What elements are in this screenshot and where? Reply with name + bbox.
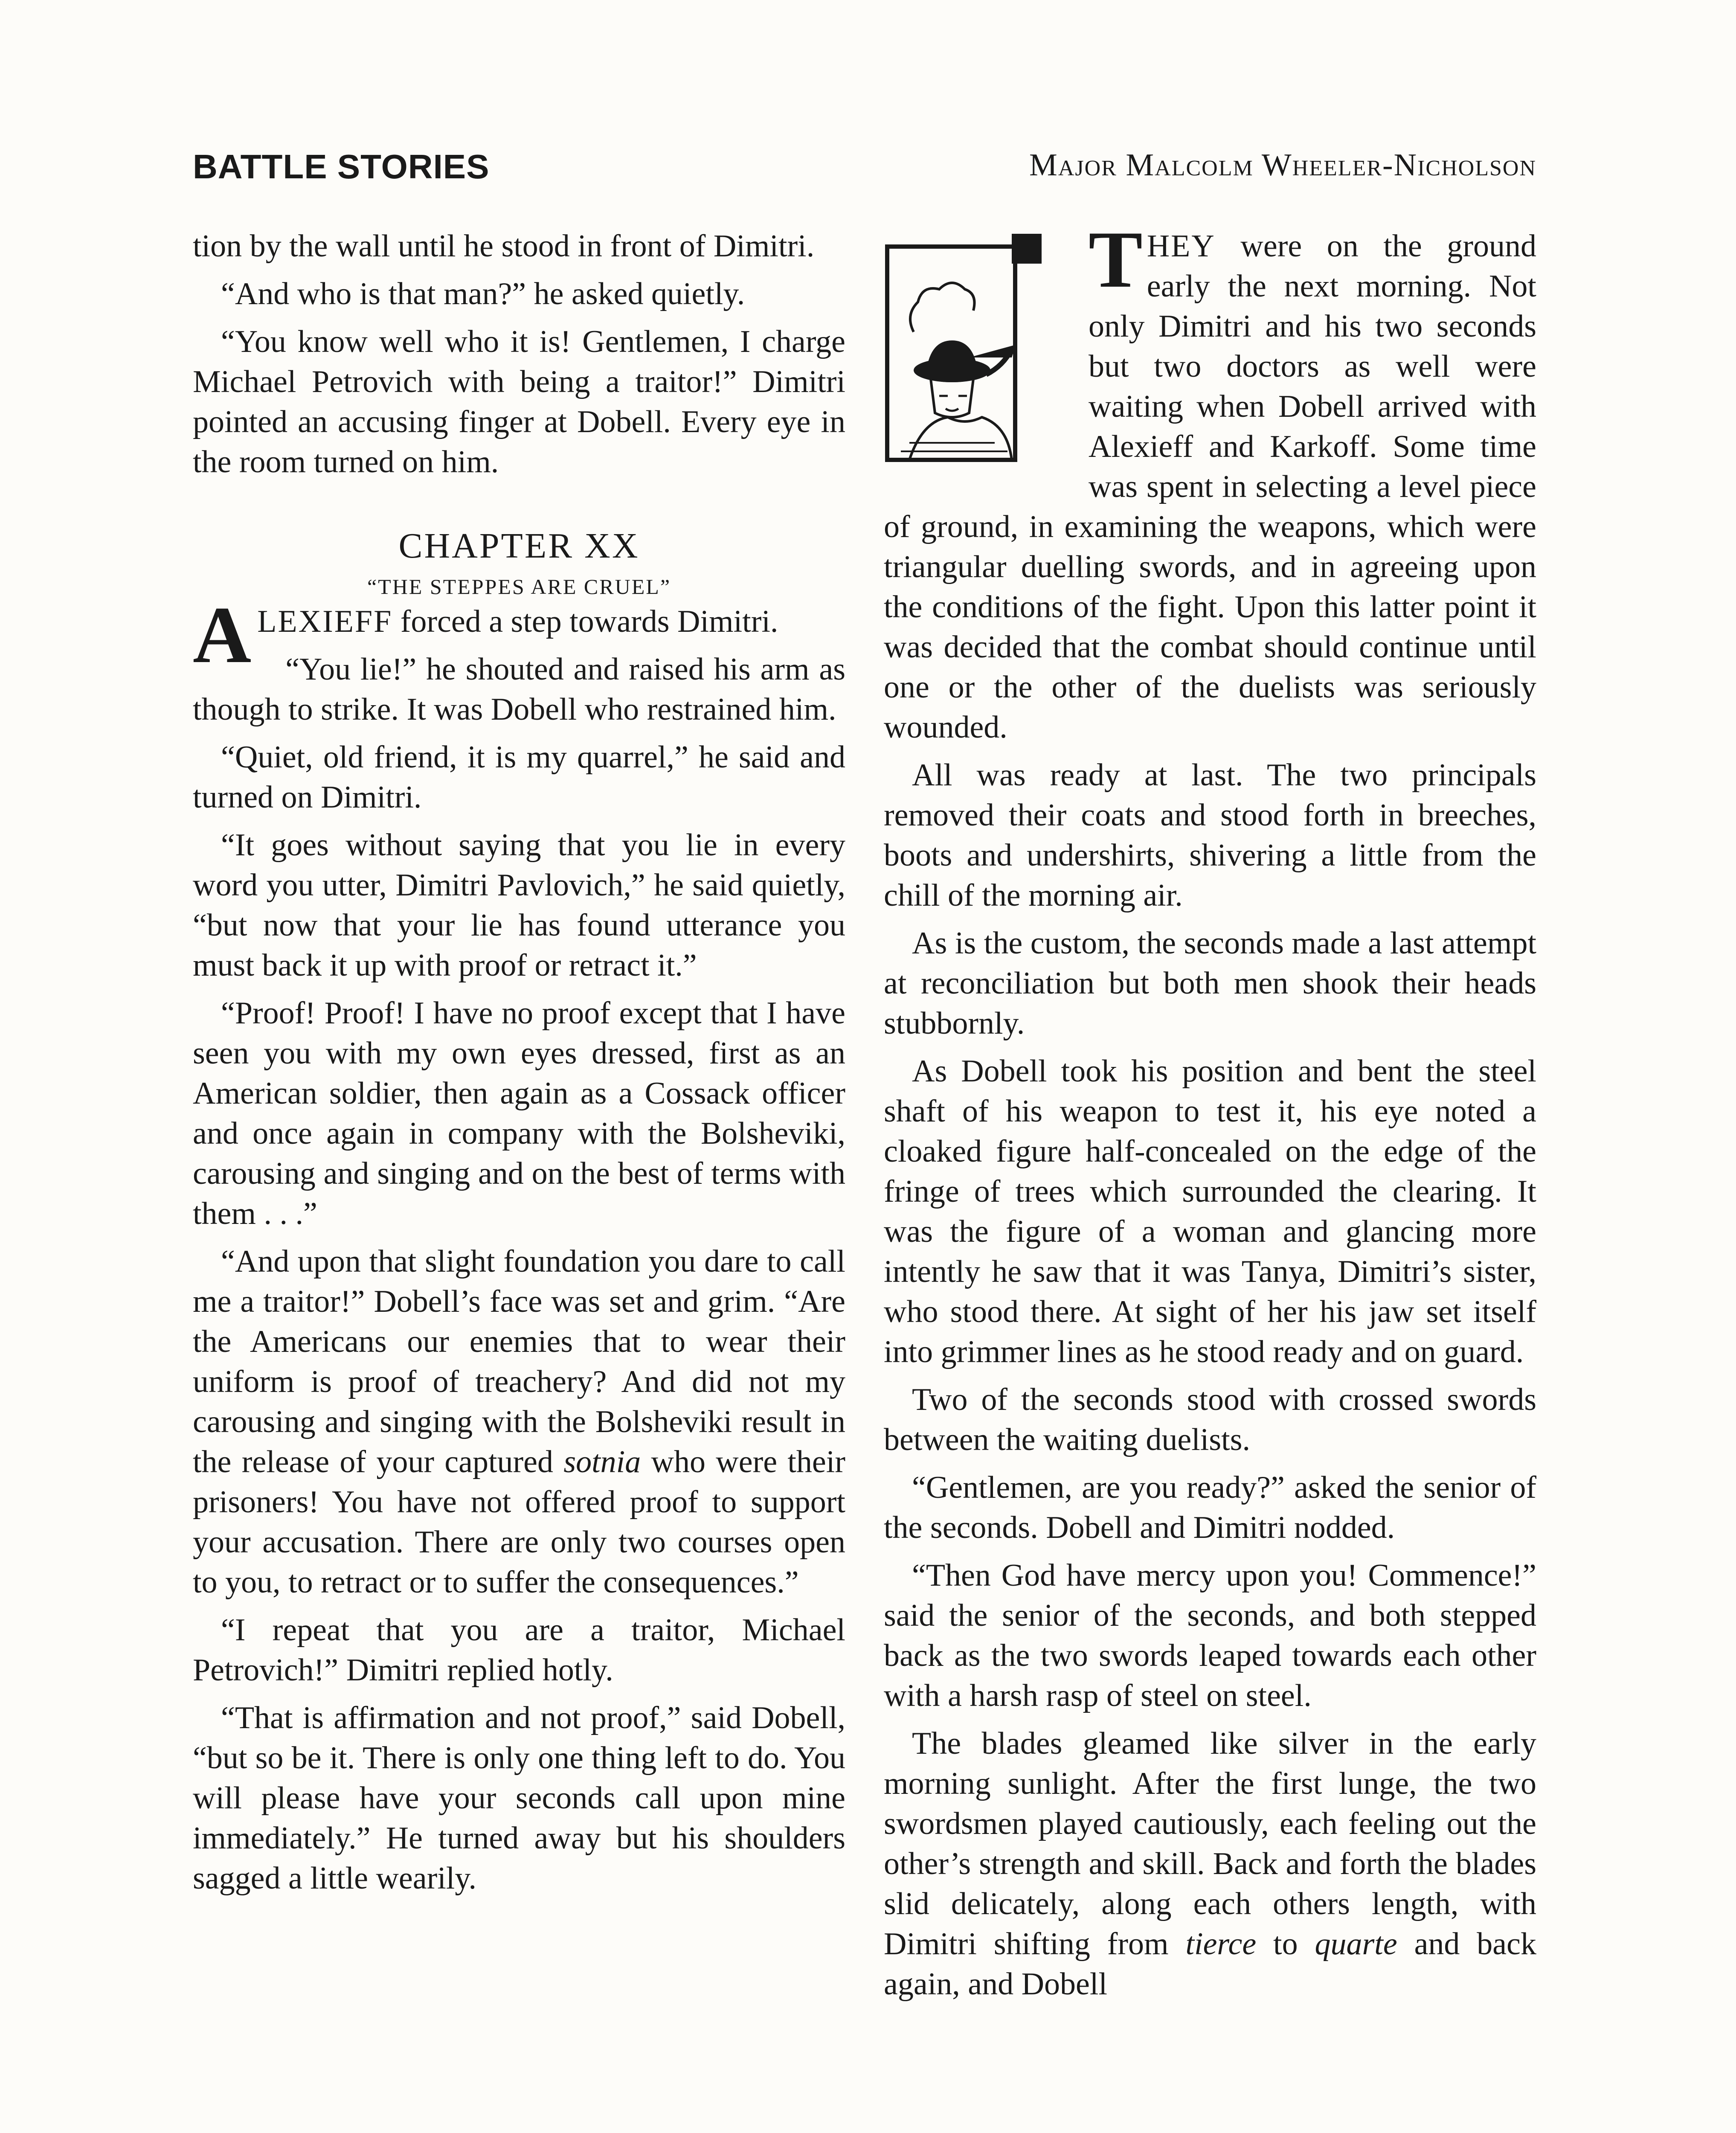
- drop-cap: A: [193, 590, 252, 680]
- magazine-title: BATTLE STORIES: [193, 148, 490, 186]
- paragraph: “Proof! Proof! I have no proof except that I have seen you with my own eyes dressed, first as an American soldier, then again as a Cossack officer and once again in company with the Bolsheviki, carousing and singing and on the best of terms with them . . .”: [193, 996, 845, 1231]
- paragraph: As is the custom, the seconds made a last attempt at reconciliation but both men shook their heads stubbornly.: [884, 926, 1536, 1041]
- paragraph: “You lie!” he shouted and raised his arm as though to strike. It was Dobell who restrained him.: [193, 652, 845, 727]
- paragraph: “Quiet, old friend, it is my quarrel,” he said and turned on Dimitri.: [193, 740, 845, 815]
- paragraph-text: “And upon that slight foundation you dare to call me a traitor!” Dobell’s face was set and grim. “Are the Americans our enemies that to wear their uniform is proof of treachery? And did not my carousing and singing with the Bolsheviki result in the release of your captured: [193, 1244, 845, 1479]
- paragraph-text: The blades gleamed like silver in the early morning sunlight. After the first lunge, the two swordsmen played cautiously, each feeling out the other’s strength and skill. Back and forth the blades slid delicately, along each others length, with Dimitri shifting from: [884, 1726, 1536, 1962]
- paragraph: [884, 1723, 1536, 2004]
- paragraph: As Dobell took his position and bent the steel shaft of his weapon to test it, his eye noted a cloaked figure half-concealed on the edge of the fringe of trees which surrounded the clearing. It was the figure of a woman and glancing more intently he saw that it was Tanya, Dimitri’s sister, who stood there. At sight of her his jaw set itself into grimmer lines as he stood ready and on guard.: [884, 1054, 1536, 1369]
- paragraph: “You know well who it is! Gentlemen, I charge Michael Petrovich with being a traitor!” Dimitri pointed an accusing finger at Dobell. Every eye in the room turned on him.: [193, 324, 845, 479]
- illustrated-drop-cap-soldier: [884, 230, 1076, 468]
- right-column: [884, 215, 1536, 2012]
- paragraph-text: who were their prisoners! You have not offered proof to support your accusation. There are only two courses open to you, to retract or to suffer the consequences.”: [193, 1444, 845, 1600]
- paragraph: “That is affirmation and not proof,” said Dobell, “but so be it. There is only one thing left to do. You will please have your seconds call upon mine immediately.” He turned away but his shoulders sagged a little wearily.: [193, 1700, 845, 1896]
- paragraph: “I repeat that you are a traitor, Michael Petrovich!” Dimitri replied hotly.: [193, 1613, 845, 1688]
- drop-cap-word: LEXIEFF: [257, 604, 393, 639]
- paragraph: “Gentlemen, are you ready?” asked the senior of the seconds. Dobell and Dimitri nodded.: [884, 1470, 1536, 1545]
- author-name: Major Malcolm Wheeler-Nicholson: [1029, 148, 1536, 183]
- paragraph: All was ready at last. The two principals removed their coats and stood forth in breeches, boots and undershirts, shivering a little from the chill of the morning air.: [884, 758, 1536, 913]
- paragraph: “It goes without saying that you lie in every word you utter, Dimitri Pavlovich,” he said quietly, “but now that your lie has found utterance you must back it up with proof or retract it.”: [193, 828, 845, 983]
- paragraph-text: forced a step towards Dimitri.: [392, 604, 778, 639]
- drop-cap: T: [1089, 215, 1143, 305]
- paragraph-text: to: [1256, 1927, 1315, 1962]
- chapter-title: CHAPTER XX: [398, 526, 640, 566]
- paragraph-text: were on the ground early the next morning. Not only Dimitri and his two seconds but two doctors as well were waiting when Dobell arrived with Alexieff and Karkoff. Some time was spent in selecting a level piece of ground, in examining the weapons, which were triangular duelling swords, and in agreeing upon the conditions of the fight. Upon this latter point it was decided that the combat should continue until one or the other of the duelists was seriously wounded.: [884, 229, 1536, 745]
- chapter-subtitle: “THE STEPPES ARE CRUEL”: [367, 575, 671, 599]
- paragraph-text: and back again, and Dobell: [884, 1927, 1536, 2002]
- paragraph: “And who is that man?” he asked quietly.: [221, 276, 745, 311]
- drop-cap-word: HEY: [1147, 229, 1216, 264]
- paragraph: tion by the wall until he stood in front of Dimitri.: [193, 229, 815, 264]
- paragraph: [193, 1241, 845, 1602]
- italic-word: sotnia: [563, 1444, 641, 1479]
- italic-word: quarte: [1315, 1927, 1397, 1962]
- chapter-opening-paragraph: [193, 590, 845, 680]
- paragraph: “Then God have mercy upon you! Commence!” said the senior of the seconds, and both stepped back as the two swords leaped towards each other with a harsh rasp of steel on steel.: [884, 1558, 1536, 1713]
- left-column: [193, 226, 845, 1906]
- paragraph: Two of the seconds stood with crossed swords between the waiting duelists.: [884, 1382, 1536, 1457]
- italic-word: tierce: [1185, 1927, 1257, 1962]
- running-header: [193, 147, 1536, 194]
